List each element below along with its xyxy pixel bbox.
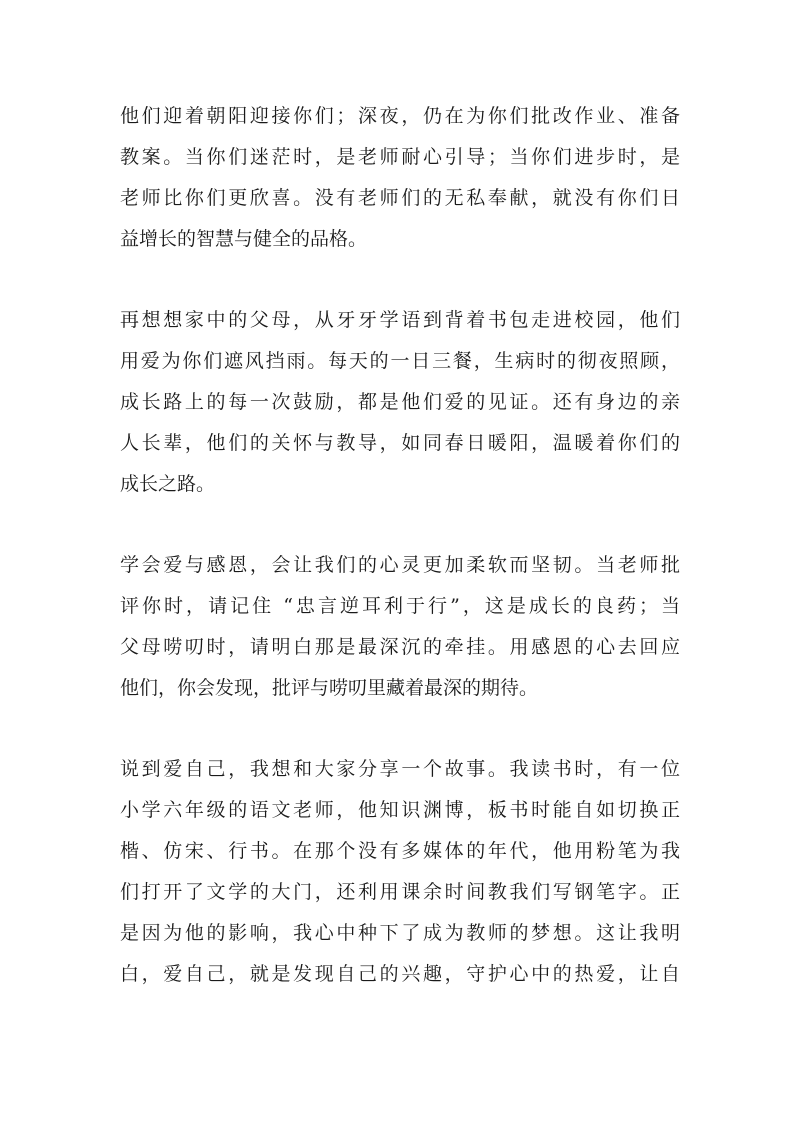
- text-line: 益增长的智慧与健全的品格。: [120, 228, 368, 250]
- text-line: 白，爱自己，就是发现自己的兴趣，守护心中的热爱，让自: [120, 963, 680, 985]
- paragraph-parents: [120, 300, 680, 505]
- document-body: [120, 96, 680, 1035]
- text-line: 再想想家中的父母，从牙牙学语到背着书包走进校园，他们: [120, 309, 680, 331]
- text-line: 评你时，请记住 “忠言逆耳利于行”，这是成长的良药；当: [120, 595, 680, 617]
- text-line: 楷、仿宋、行书。在那个没有多媒体的年代，他用粉笔为我: [120, 840, 680, 862]
- paragraph-gratitude: [120, 545, 680, 709]
- paragraph-teachers: [120, 96, 680, 260]
- text-line: 教案。当你们迷茫时，是老师耐心引导；当你们进步时，是: [120, 146, 680, 168]
- text-line: 小学六年级的语文老师，他知识渊博，板书时能自如切换正: [120, 799, 680, 821]
- text-line: 用爱为你们遮风挡雨。每天的一日三餐，生病时的彻夜照顾，: [120, 350, 680, 372]
- text-line: 老师比你们更欣喜。没有老师们的无私奉献，就没有你们日: [120, 187, 680, 209]
- text-line: 父母唠叨时，请明白那是最深沉的牵挂。用感恩的心去回应: [120, 636, 680, 658]
- text-line: 成长路上的每一次鼓励，都是他们爱的见证。还有身边的亲: [120, 391, 680, 413]
- text-line: 人长辈，他们的关怀与教导，如同春日暖阳，温暖着你们的: [120, 432, 680, 454]
- text-line: 是因为他的影响，我心中种下了成为教师的梦想。这让我明: [120, 922, 680, 944]
- text-line: 们打开了文学的大门，还利用课余时间教我们写钢笔字。正: [120, 881, 680, 903]
- text-line: 学会爱与感恩，会让我们的心灵更加柔软而坚韧。当老师批: [120, 554, 680, 576]
- text-line: 他们迎着朝阳迎接你们；深夜，仍在为你们批改作业、准备: [120, 105, 680, 127]
- text-line: 成长之路。: [120, 473, 216, 495]
- paragraph-self-love: [120, 749, 680, 995]
- text-line: 说到爱自己，我想和大家分享一个故事。我读书时，有一位: [120, 758, 680, 780]
- text-line: 他们，你会发现，批评与唠叨里藏着最深的期待。: [120, 677, 539, 699]
